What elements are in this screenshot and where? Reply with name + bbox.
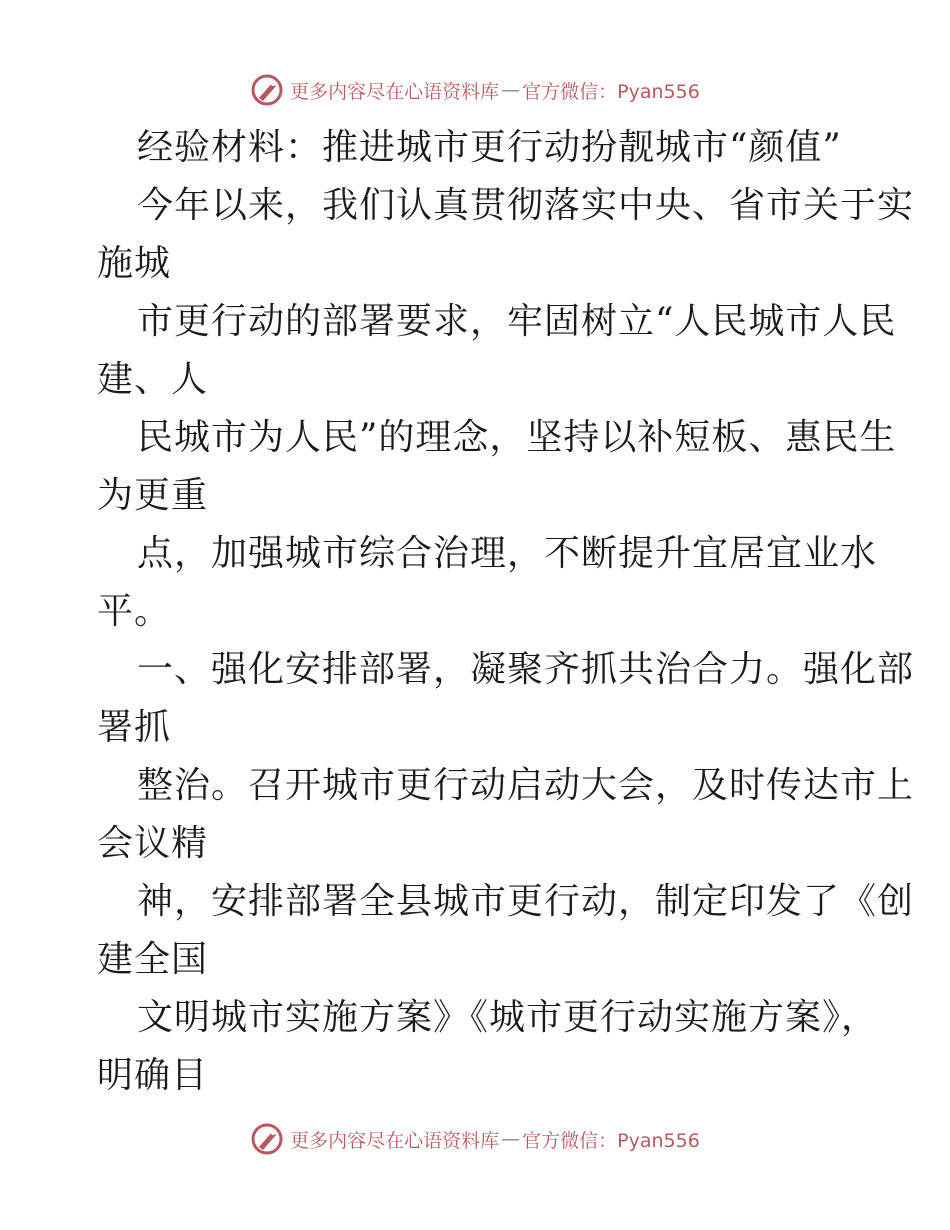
paragraph-line: 建、人 [97, 359, 209, 400]
paragraph-line: 文明城市实施方案》《城市更行动实施方案》， [137, 997, 879, 1038]
paragraph-line: 会议精 [97, 823, 209, 864]
banner-wechat: 官方微信：Pyan556 [522, 80, 700, 103]
paragraph-line: 建全国 [97, 939, 209, 980]
paragraph-line: 署抓 [97, 707, 172, 748]
paragraph-line: 点，加强城市综合治理，不断提升宜居宜业水 [137, 533, 878, 574]
paragraph-line: 整治。召开城市更行动启动大会，及时传达市上 [137, 765, 915, 806]
footer-banner [0, 1119, 950, 1159]
pen-logo-icon [250, 1122, 284, 1156]
paragraph-line: 明确目 [97, 1055, 209, 1096]
paragraph-line: 今年以来，我们认真贯彻落实中央、省市关于实 [137, 185, 915, 226]
banner-separator: — [501, 1128, 521, 1150]
header-banner [0, 70, 950, 110]
paragraph-line: 施城 [97, 243, 172, 284]
paragraph-line: 神，安排部署全县城市更行动，制定印发了《创 [137, 881, 915, 922]
paragraph-line: 一、强化安排部署，凝聚齐抓共治合力。强化部 [137, 649, 915, 690]
banner-text: 更多内容尽在心语资料库 [290, 1129, 500, 1152]
paragraph-line: 民城市为人民”的理念，坚持以补短板、惠民生 [137, 417, 897, 458]
pen-logo-icon [250, 73, 284, 107]
paragraph-line: 市更行动的部署要求，牢固树立“人民城市人民 [137, 301, 897, 342]
banner-text: 更多内容尽在心语资料库 [290, 80, 500, 103]
paragraph-line: 为更重 [97, 475, 209, 516]
banner-wechat: 官方微信：Pyan556 [522, 1129, 700, 1152]
banner-separator: — [501, 79, 521, 101]
paragraph-line: 平。 [97, 591, 172, 632]
document-title: 经验材料：推进城市更行动扮靓城市“颜值” [137, 127, 842, 168]
